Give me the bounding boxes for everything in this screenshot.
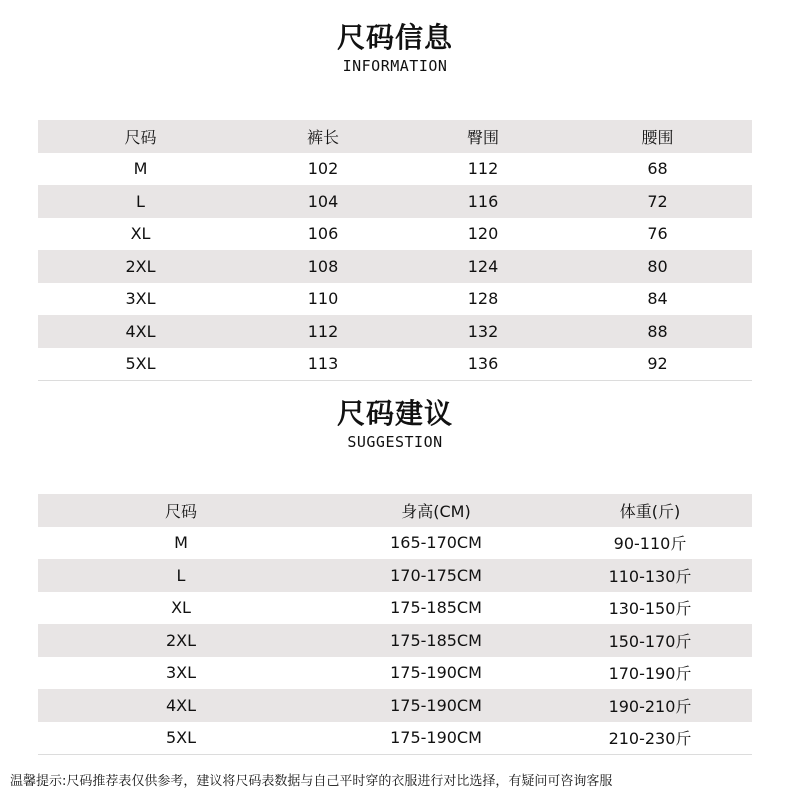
size-cell: 4XL <box>38 315 243 348</box>
size-cell: L <box>38 185 243 218</box>
table-row <box>38 218 752 251</box>
pants-length-cell: 110 <box>307 289 339 309</box>
header-height: 身高(CM) <box>324 494 548 527</box>
size-cell: 2XL <box>38 250 243 283</box>
size-cell: L <box>38 559 324 592</box>
table-row <box>38 722 752 755</box>
waist-cell: 80 <box>563 250 752 283</box>
weight-cell: 110-130斤 <box>548 559 752 592</box>
information-table <box>38 120 752 381</box>
header-size: 尺码 <box>38 494 324 527</box>
pants-length-cell: 102 <box>307 159 339 179</box>
size-cell: 4XL <box>38 689 324 722</box>
hip-cell: 124 <box>403 250 563 283</box>
suggestion-table <box>38 494 752 755</box>
waist-cell: 88 <box>563 315 752 348</box>
header-waist: 腰围 <box>563 120 752 153</box>
height-cell: 175-190CM <box>324 689 548 722</box>
suggestion-subtitle: SUGGESTION <box>347 433 443 451</box>
weight-cell: 210-230斤 <box>548 722 752 755</box>
weight-cell: 170-190斤 <box>608 664 692 684</box>
size-cell: XL <box>130 224 151 244</box>
hip-cell: 116 <box>403 185 563 218</box>
height-cell: 165-170CM <box>390 533 482 553</box>
table-row <box>38 592 752 625</box>
weight-cell: 150-170斤 <box>548 624 752 657</box>
table-row <box>38 250 752 283</box>
waist-cell: 76 <box>647 224 668 244</box>
size-cell: XL <box>171 598 191 618</box>
hip-cell: 136 <box>403 348 563 381</box>
table-row <box>38 559 752 592</box>
table-header-row <box>38 120 752 153</box>
suggestion-title: 尺码建议 <box>336 397 453 430</box>
pants-length-cell: 108 <box>243 250 403 283</box>
size-cell: 2XL <box>38 624 324 657</box>
height-cell: 175-190CM <box>390 663 482 683</box>
height-cell: 175-185CM <box>390 598 482 618</box>
footer-tip: 温馨提示:尺码推荐表仅供参考，建议将尺码表数据与自己平时穿的衣服进行对比选择，有疑问可咨询客服 <box>10 774 613 789</box>
header-weight: 体重(斤) <box>548 494 752 527</box>
pants-length-cell: 104 <box>243 185 403 218</box>
table-row <box>38 348 752 381</box>
table-row <box>38 527 752 560</box>
height-cell: 175-185CM <box>324 624 548 657</box>
hip-cell: 132 <box>403 315 563 348</box>
pants-length-cell: 106 <box>307 224 339 244</box>
hip-cell: 128 <box>467 289 499 309</box>
header-size: 尺码 <box>38 120 243 153</box>
information-subtitle: INFORMATION <box>342 57 448 75</box>
size-cell: 5XL <box>38 348 243 381</box>
waist-cell: 72 <box>563 185 752 218</box>
height-cell: 170-175CM <box>324 559 548 592</box>
table-row <box>38 315 752 348</box>
table-row <box>38 153 752 186</box>
size-cell: M <box>133 159 148 179</box>
table-row <box>38 689 752 722</box>
height-cell: 175-190CM <box>324 722 548 755</box>
table-row <box>38 283 752 316</box>
waist-cell: 68 <box>647 159 668 179</box>
table-row <box>38 185 752 218</box>
information-title: 尺码信息 <box>336 21 453 54</box>
weight-cell: 90-110斤 <box>613 534 687 554</box>
weight-cell: 130-150斤 <box>608 599 692 619</box>
hip-cell: 112 <box>467 159 499 179</box>
size-cell: 5XL <box>38 722 324 755</box>
size-cell: 3XL <box>165 663 197 683</box>
weight-cell: 190-210斤 <box>548 689 752 722</box>
table-header-row <box>38 494 752 527</box>
waist-cell: 84 <box>647 289 668 309</box>
pants-length-cell: 113 <box>243 348 403 381</box>
table-row <box>38 624 752 657</box>
pants-length-cell: 112 <box>243 315 403 348</box>
size-cell: M <box>174 533 188 553</box>
size-cell: 3XL <box>125 289 156 309</box>
header-hip: 臀围 <box>403 120 563 153</box>
waist-cell: 92 <box>563 348 752 381</box>
header-pants-length: 裤长 <box>243 120 403 153</box>
table-row <box>38 657 752 690</box>
hip-cell: 120 <box>467 224 499 244</box>
